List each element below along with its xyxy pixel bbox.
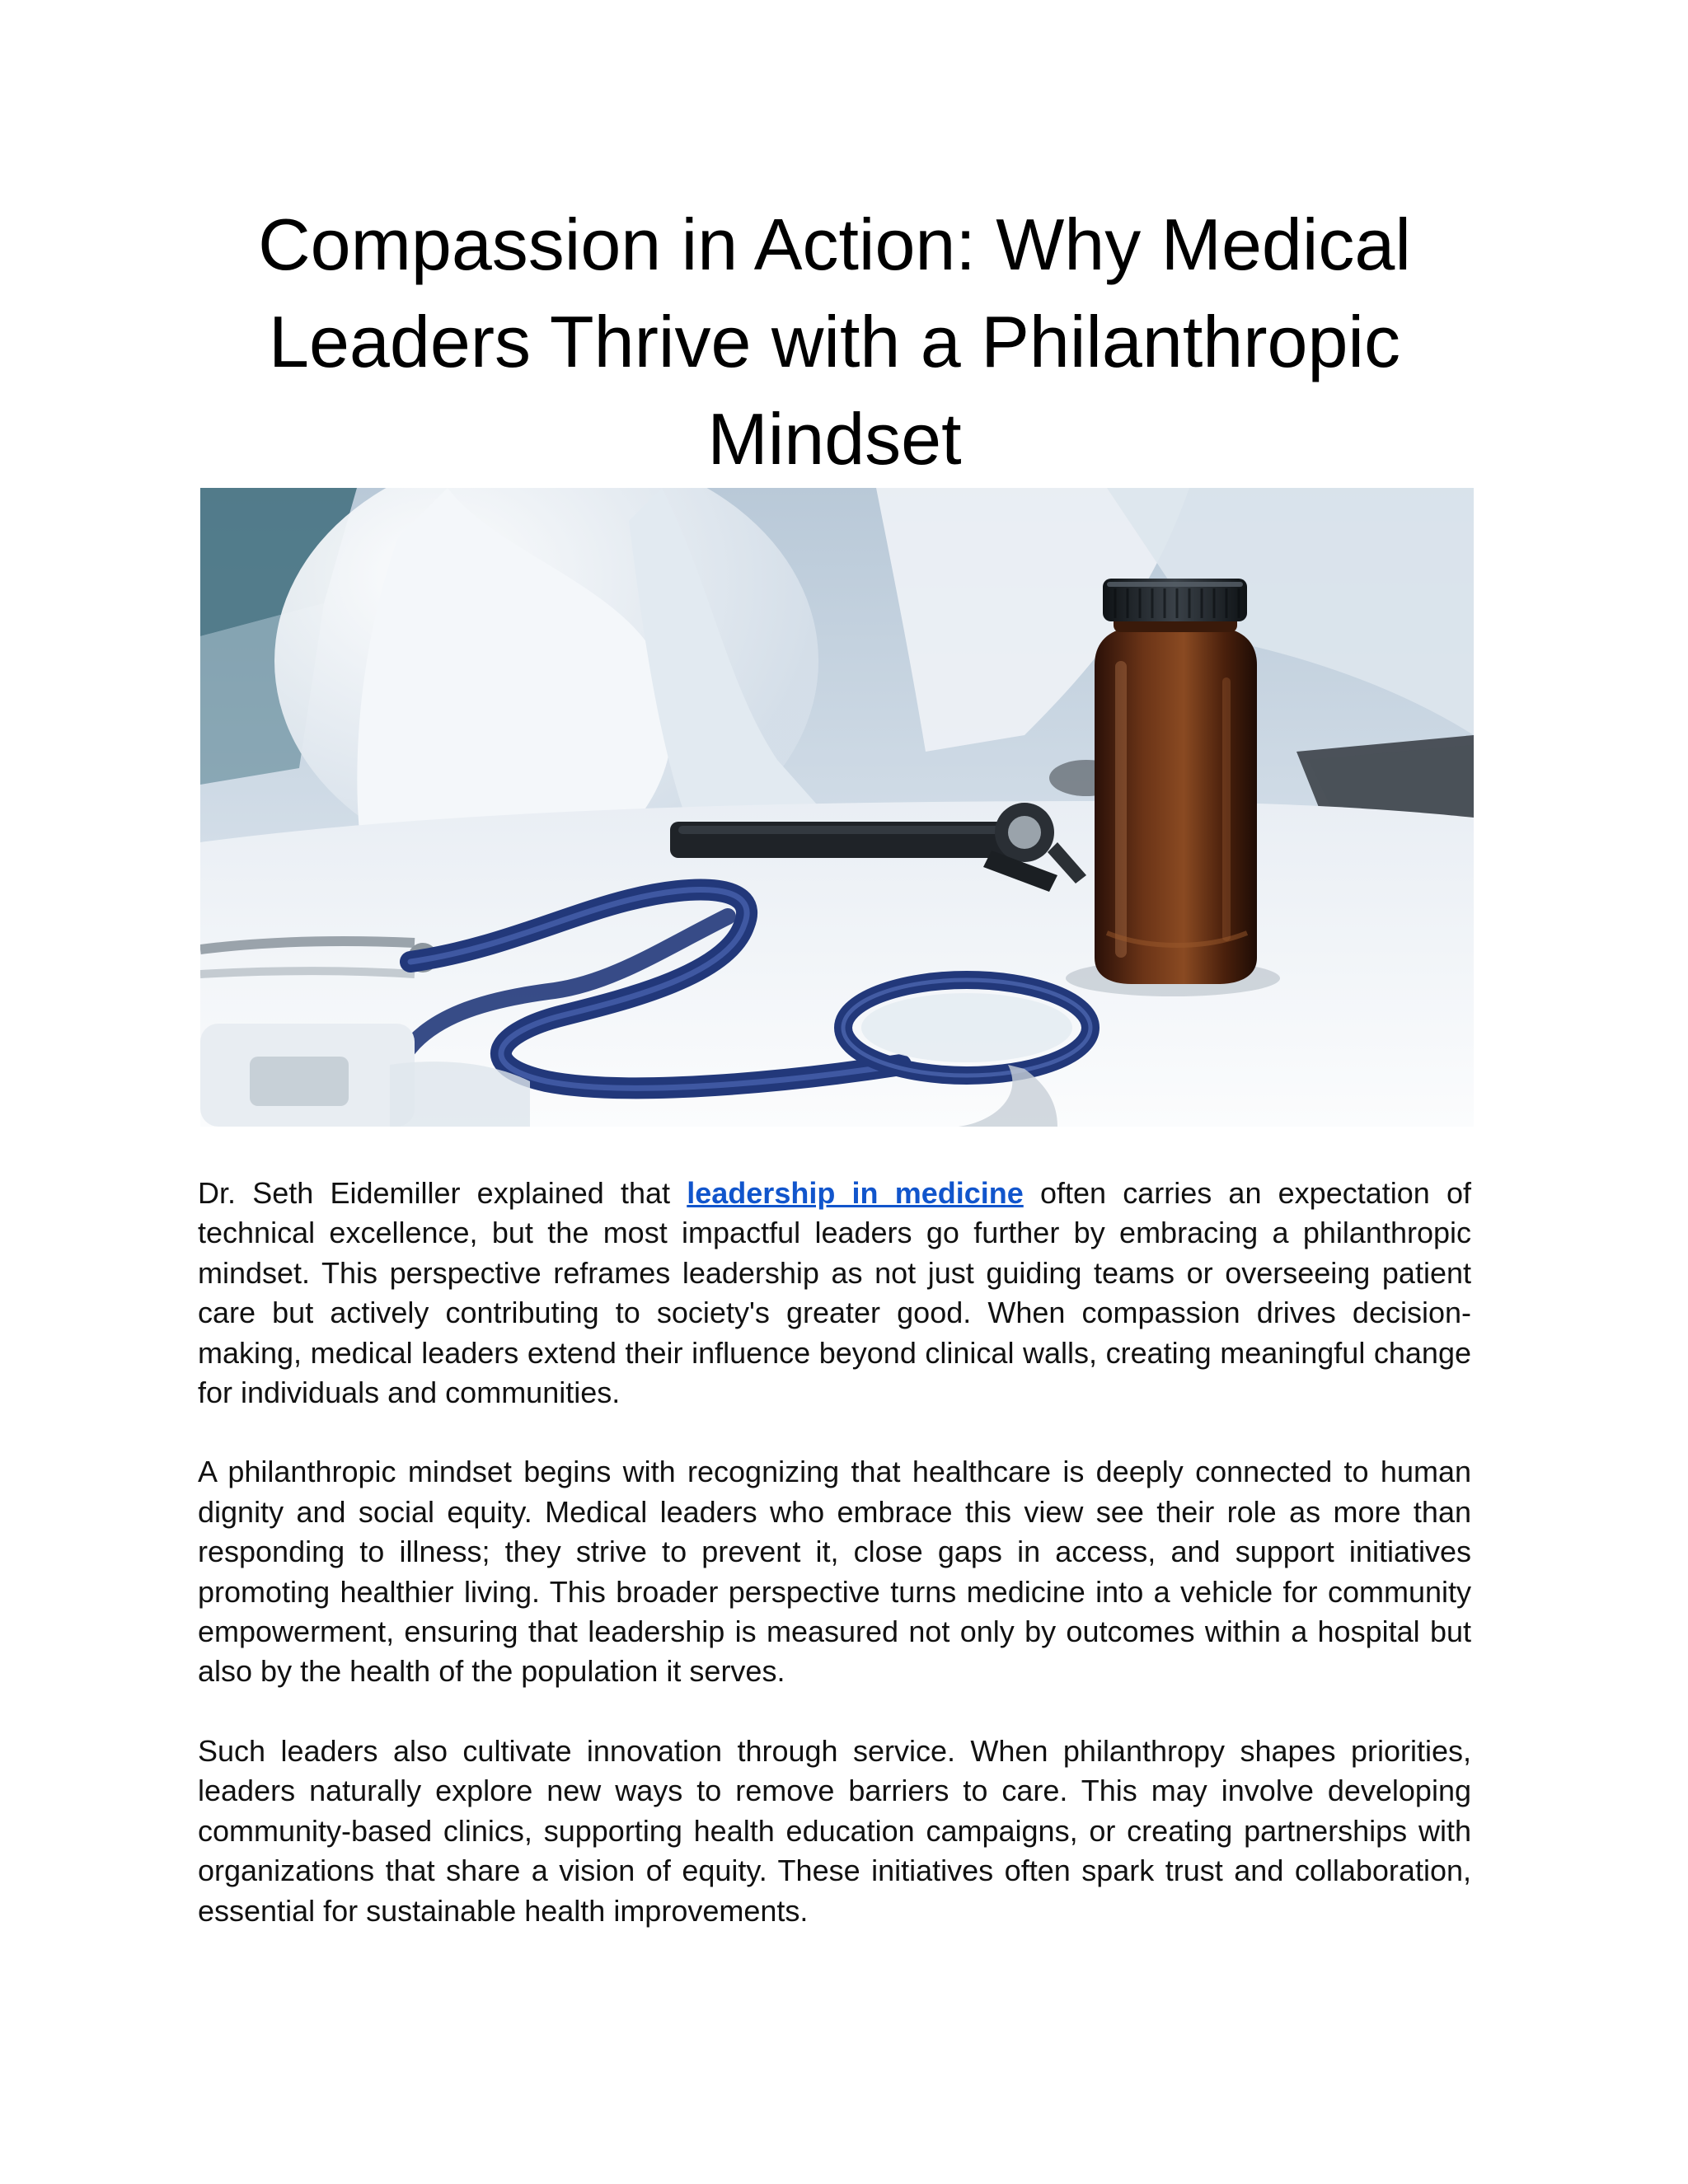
paragraph-3: Such leaders also cultivate innovation through service. When philanthropy shapes priorities, leaders naturally explore new ways to remove barriers to care. This may involve developing community-based clinics, supporting health education campaigns, or creating partnerships with organizations that share a vision of equity. These initiatives often spark trust and collaboration, essential for sustainable health improvements. xyxy=(198,1733,1471,1928)
paragraph-1-rest: often carries an expectation of technical excellence, but the most impactful leaders go further by embracing a philanthropic mindset. This perspective reframes leadership as not just guiding teams or overseeing patient care but actively contributing to society's greater good. When compassion drives decision-making, medical leaders extend their influence beyond clinical walls, creating meaningful change for individuals and communities. xyxy=(198,1176,1472,1410)
article-title: Compassion in Action: Why Medical Leaders Thrive with a Philanthropic Mindset xyxy=(258,204,1411,480)
paragraph-1-lead: Dr. Seth Eidemiller explained that xyxy=(198,1176,687,1210)
hero-image xyxy=(200,488,1474,1127)
article-body xyxy=(198,1174,1471,1971)
paragraph-2: A philanthropic mindset begins with recognizing that healthcare is deeply connected to human dignity and social equity. Medical leaders who embrace this view see their role as more than responding to illness; they strive to prevent it, close gaps in access, and support initiatives promoting healthier living. This broader perspective turns medicine into a vehicle for community empowerment, ensuring that leadership is measured not only by outcomes within a hospital but also by the health of the population it serves. xyxy=(198,1455,1471,1689)
paragraph-1 xyxy=(198,1174,1471,1413)
leadership-in-medicine-link[interactable]: leadership in medicine xyxy=(687,1176,1024,1210)
medical-desk-illustration xyxy=(200,488,1474,1127)
